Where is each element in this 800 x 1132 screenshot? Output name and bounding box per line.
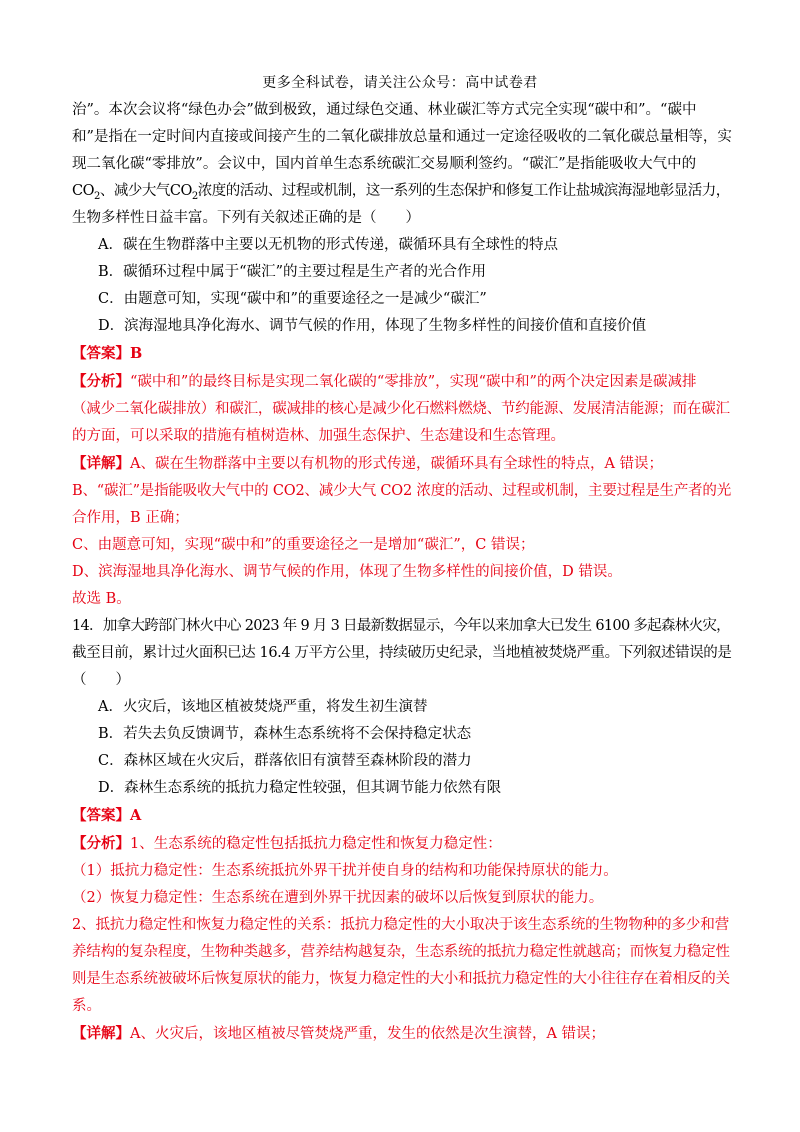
detail-text: A、碳在生物群落中主要以有机物的形式传递，碳循环具有全球性的特点，A 错误； xyxy=(130,456,664,472)
stem-text: 浓度的活动、过程或机制，这一系列的生态保护和修复工作让盐城滨海湿地彰显活力， xyxy=(197,183,730,199)
analysis-tag: 【分析】 xyxy=(72,373,130,390)
q13-stem-line: 现二氧化碳“零排放”。会议中，国内首单生态系统碳汇交易顺利签约。“碳汇”是指能吸收大气中的 xyxy=(72,156,697,172)
co2-text: 、减少大气CO xyxy=(99,183,192,199)
question-14 xyxy=(72,613,732,1048)
q13-option-c: C．由题意可知，实现“碳中和”的重要途径之一是减少“碳汇” xyxy=(98,291,487,307)
q14-answer xyxy=(72,802,732,830)
q13-option-a: A．碳在生物群落中主要以无机物的形式传递，碳循环具有全球性的特点 xyxy=(98,237,558,253)
document-body xyxy=(72,97,732,1048)
q14-option-b: B．若失去负反馈调节，森林生态系统将不会保持稳定状态 xyxy=(98,726,472,742)
q14-stem-line: 截至目前，累计过火面积已达 16.4 万平方公里，持续破历史纪录，当地植被焚烧严重。下列叙述错误的是 xyxy=(72,645,732,661)
co2-text: CO xyxy=(72,183,94,199)
q14-option-d: D．森林生态系统的抵抗力稳定性较强，但其调节能力依然有限 xyxy=(98,780,502,796)
q13-analysis-line: （减少二氧化碳排放）和碳汇，碳减排的核心是减少化石燃料燃烧、节约能源、发展清洁能源；而在碳汇 xyxy=(72,401,730,417)
analysis-text: “碳中和”的最终目标是实现二氧化碳的“零排放”，实现“碳中和”的两个决定因素是碳减排 xyxy=(130,374,697,390)
q13-detail xyxy=(72,450,732,478)
q13-stem-line: 生物多样性日益丰富。下列有关叙述正确的是（ ） xyxy=(72,210,420,226)
q14-analysis-line: 2、抵抗力稳定性和恢复力稳定性的关系：抵抗力稳定性的大小取决于该生态系统的生物物种的多少和营 xyxy=(72,917,730,933)
q14-option-a: A．火灾后，该地区植被焚烧严重，将发生初生演替 xyxy=(98,699,428,715)
q13-detail-line: 合作用，B 正确； xyxy=(72,510,189,526)
q14-analysis-line: （1）抵抗力稳定性：生态系统抵抗外界干扰并使自身的结构和功能保持原状的能力。 xyxy=(72,863,618,879)
q14-analysis-line: 系。 xyxy=(72,998,101,1014)
q14-stem-line: （ ） xyxy=(72,672,130,688)
detail-tag: 【详解】 xyxy=(72,455,130,472)
q14-analysis xyxy=(72,830,732,858)
answer-value: B xyxy=(130,345,143,362)
q13-detail-line: D、滨海湿地具净化海水、调节气候的作用，体现了生物多样性的间接价值，D 错误。 xyxy=(72,564,622,580)
q13-conclusion: 故选 B。 xyxy=(72,591,131,607)
q13-answer xyxy=(72,340,732,368)
question-13 xyxy=(72,97,732,613)
subscript: 2 xyxy=(93,190,100,202)
subscript: 2 xyxy=(191,190,198,202)
q14-stem-line: 14．加拿大跨部门林火中心 2023 年 9 月 3 日最新数据显示，今年以来加拿大已发生 6100 多起森林火灾， xyxy=(72,618,730,634)
q14-analysis-line: 养结构的复杂程度，生物种类越多，营养结构越复杂，生态系统的抵抗力稳定性就越高；而恢复力稳定性 xyxy=(72,944,730,960)
q13-analysis-line: 的方面，可以采取的措施有植树造林、加强生态保护、生态建设和生态管理。 xyxy=(72,428,565,444)
q14-detail xyxy=(72,1020,732,1048)
analysis-tag: 【分析】 xyxy=(72,835,130,852)
q13-stem-line xyxy=(72,178,732,205)
q14-analysis-line: （2）恢复力稳定性：生态系统在遭到外界干扰因素的破坏以后恢复到原状的能力。 xyxy=(72,890,604,906)
detail-tag: 【详解】 xyxy=(72,1025,130,1042)
q13-analysis xyxy=(72,368,732,396)
q13-option-b: B．碳循环过程中属于“碳汇”的主要过程是生产者的光合作用 xyxy=(98,264,486,280)
q13-stem-line: 和”是指在一定时间内直接或间接产生的二氧化碳排放总量和通过一定途径吸收的二氧化碳总量相等，实 xyxy=(72,129,732,145)
q13-detail-line: B、“碳汇”是指能吸收大气中的 CO2、减少大气 CO2 浓度的活动、过程或机制，主要过程是生产者的光 xyxy=(72,483,732,499)
q14-analysis-line: 则是生态系统被破坏后恢复原状的能力，恢复力稳定性的大小和抵抗力稳定性的大小往往存在着相反的关 xyxy=(72,971,730,987)
answer-value: A xyxy=(130,807,142,824)
page-header: 更多全科试卷，请关注公众号：高中试卷君 xyxy=(262,75,538,91)
q13-option-d: D．滨海湿地具净化海水、调节气候的作用，体现了生物多样性的间接价值和直接价值 xyxy=(98,318,647,334)
q13-detail-line: C、由题意可知，实现“碳中和”的重要途径之一是增加“碳汇”，C 错误； xyxy=(72,537,535,553)
q13-stem-line: 治”。本次会议将“绿色办会”做到极致，通过绿色交通、林业碳汇等方式完全实现“碳中和”。“碳中 xyxy=(72,102,697,118)
q14-option-c: C．森林区域在火灾后，群落依旧有演替至森林阶段的潜力 xyxy=(98,753,472,769)
detail-text: A、火灾后，该地区植被尽管焚烧严重，发生的依然是次生演替，A 错误； xyxy=(130,1026,606,1042)
answer-tag: 【答案】 xyxy=(72,807,130,824)
answer-tag: 【答案】 xyxy=(72,345,130,362)
analysis-text: 1、生态系统的稳定性包括抵抗力稳定性和恢复力稳定性： xyxy=(130,836,502,852)
